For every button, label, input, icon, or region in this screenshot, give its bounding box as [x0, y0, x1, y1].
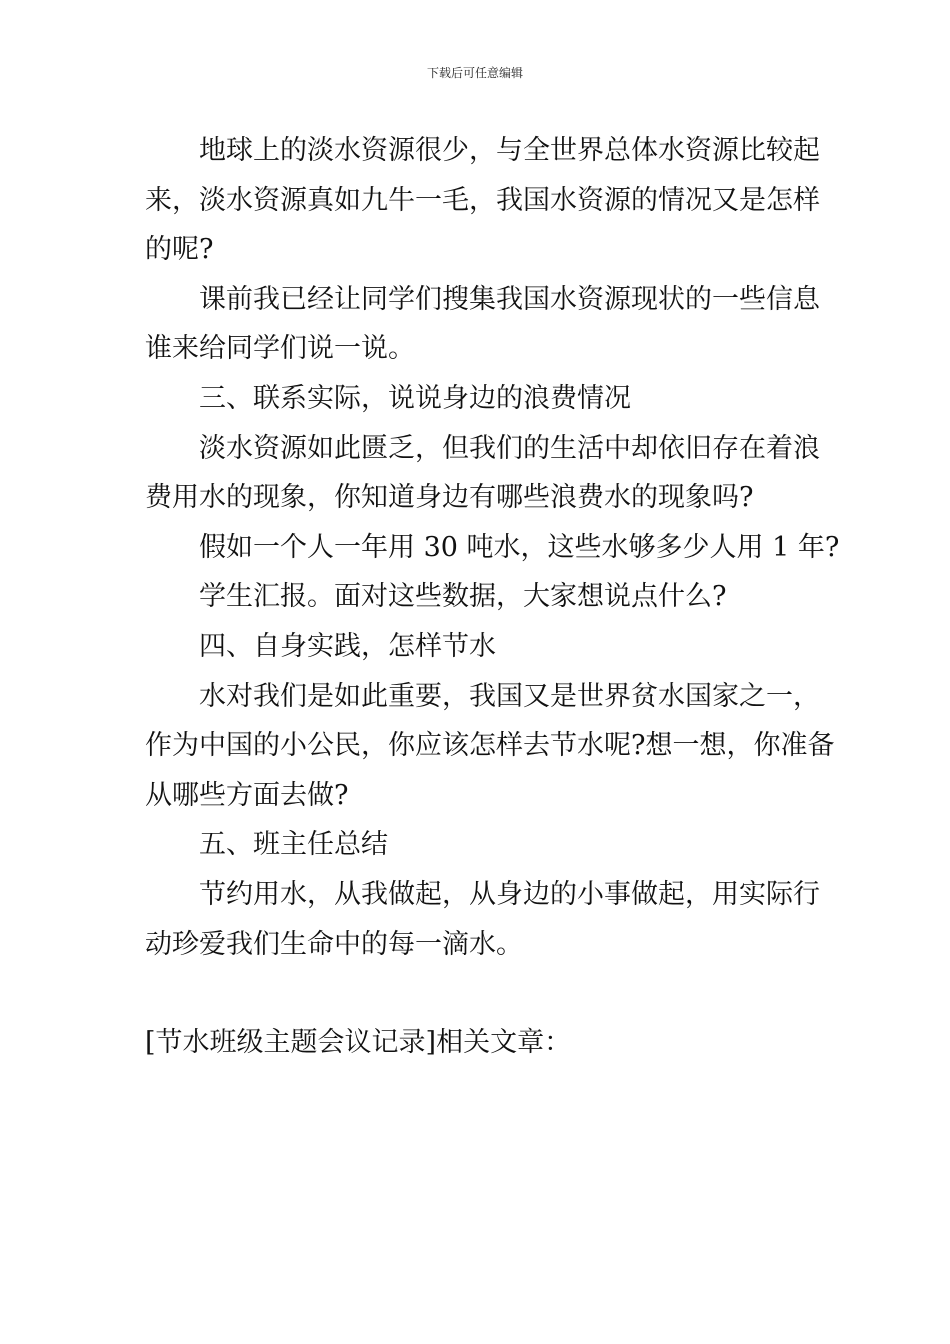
paragraph-line: 谁来给同学们说一说。: [145, 333, 415, 365]
paragraph-line: 作为中国的小公民，你应该怎样去节水呢?想一想，你准备: [145, 730, 835, 762]
paragraph-line: 地球上的淡水资源很少，与全世界总体水资源比较起: [199, 135, 820, 166]
paragraph-line: 水对我们是如此重要，我国又是世界贫水国家之一，: [199, 680, 820, 712]
paragraph-line: 费用水的现象，你知道身边有哪些浪费水的现象吗?: [145, 482, 754, 514]
paragraph-line: 动珍爱我们生命中的每一滴水。: [145, 928, 523, 960]
paragraph-line: 课前我已经让同学们搜集我国水资源现状的一些信息: [199, 283, 820, 315]
paragraph-line: 节约用水，从我做起，从身边的小事做起，用实际行: [199, 878, 820, 910]
section-heading: 五、班主任总结: [199, 829, 388, 861]
paragraph-line: 假如一个人一年用 30 吨水，这些水够多少人用 1 年?: [199, 531, 840, 563]
paragraph-line: 从哪些方面去做?: [145, 779, 349, 811]
section-heading: 三、联系实际，说说身边的浪费情况: [199, 382, 631, 414]
section-heading: 四、自身实践，怎样节水: [199, 630, 496, 662]
paragraph-line: 的呢?: [145, 234, 214, 266]
paragraph-line: 学生汇报。面对这些数据，大家想说点什么?: [199, 581, 727, 613]
related-articles-title: [节水班级主题会议记录]相关文章：: [145, 1027, 572, 1058]
document-body: [145, 126, 840, 969]
paragraph-line: 来，淡水资源真如九牛一毛，我国水资源的情况又是怎样: [145, 184, 820, 216]
paragraph-line: 淡水资源如此匮乏，但我们的生活中却依旧存在着浪: [199, 432, 820, 464]
page-header: 下载后可任意编辑: [426, 66, 523, 80]
